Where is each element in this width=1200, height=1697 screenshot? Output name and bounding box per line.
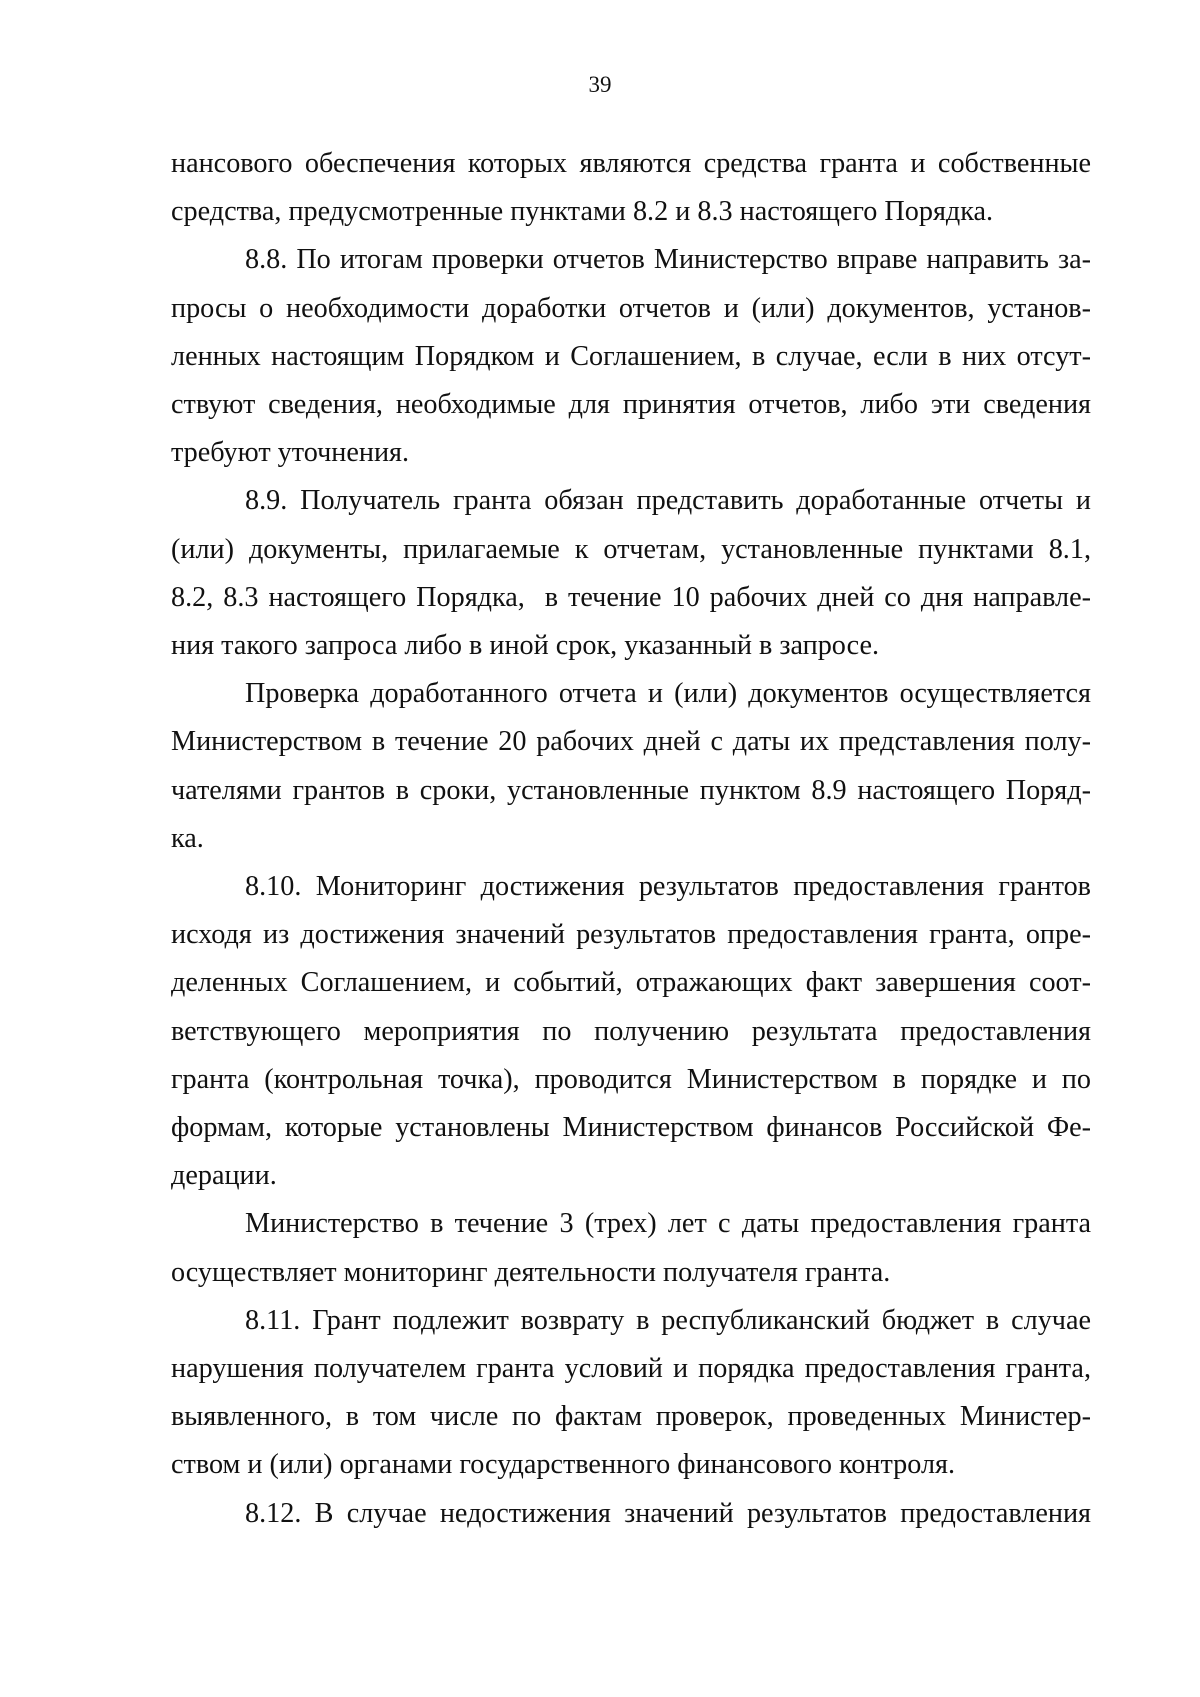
text-line: ством и (или) органами государственного финансового контроля. bbox=[171, 1449, 956, 1481]
text-line: средства, предусмотренные пунктами 8.2 и 8.3 настоящего Порядка. bbox=[171, 196, 994, 228]
text-line: (или) документы, прилагаемые к отчетам, установленные пунктами 8.1, bbox=[171, 533, 1091, 565]
text-line: ка. bbox=[171, 822, 204, 854]
text-line: чателями грантов в сроки, установленные пунктом 8.9 настоящего Поряд- bbox=[171, 774, 1091, 806]
text-line: ленных настоящим Порядком и Соглашением, в случае, если в них отсут- bbox=[171, 340, 1091, 372]
paragraph-8-9 bbox=[171, 477, 1091, 670]
text-line: выявленного, в том числе по фактам проверок, проведенных Министер- bbox=[171, 1401, 1091, 1433]
text-line: исходя из достижения значений результатов предоставления гранта, опре- bbox=[171, 919, 1091, 951]
paragraph-continuation bbox=[171, 140, 1091, 236]
text-line: ствуют сведения, необходимые для принятия отчетов, либо эти сведения bbox=[171, 389, 1091, 421]
text-line: ветствующего мероприятия по получению результата предоставления bbox=[171, 1015, 1091, 1047]
document-body bbox=[171, 140, 1091, 1538]
text-line: 8.2, 8.3 настоящего Порядка, в течение 10 рабочих дней со дня направле- bbox=[171, 581, 1091, 613]
paragraph-monitor bbox=[171, 1200, 1091, 1296]
text-line: Министерством в течение 20 рабочих дней с даты их представления полу- bbox=[171, 726, 1091, 758]
text-line: Проверка доработанного отчета и (или) документов осуществляется bbox=[245, 678, 1091, 710]
text-line: требуют уточнения. bbox=[171, 437, 410, 469]
text-line: гранта (контрольная точка), проводится Министерством в порядке и по bbox=[171, 1063, 1091, 1095]
paragraph-8-12 bbox=[171, 1490, 1091, 1538]
text-line: просы о необходимости доработки отчетов и (или) документов, установ- bbox=[171, 292, 1091, 324]
text-line: 8.12. В случае недостижения значений результатов предоставления bbox=[245, 1497, 1091, 1529]
text-line: дерации. bbox=[171, 1160, 277, 1192]
text-line: осуществляет мониторинг деятельности получателя гранта. bbox=[171, 1256, 891, 1288]
page-number: 39 bbox=[588, 72, 612, 97]
text-line: 8.10. Мониторинг достижения результатов предоставления грантов bbox=[245, 871, 1091, 903]
paragraph-check bbox=[171, 670, 1091, 863]
text-line: 8.9. Получатель гранта обязан представить доработанные отчеты и bbox=[245, 485, 1091, 517]
text-line: нансового обеспечения которых являются средства гранта и собственные bbox=[171, 148, 1091, 179]
text-line: формам, которые установлены Министерством финансов Российской Фе- bbox=[171, 1112, 1091, 1144]
text-line: нарушения получателем гранта условий и порядка предоставления гранта, bbox=[171, 1353, 1091, 1385]
text-line: 8.11. Грант подлежит возврату в республиканский бюджет в случае bbox=[245, 1304, 1091, 1336]
paragraph-8-11 bbox=[171, 1297, 1091, 1490]
text-line: деленных Соглашением, и событий, отражающих факт завершения соот- bbox=[171, 967, 1091, 999]
text-line: Министерство в течение 3 (трех) лет с даты предоставления гранта bbox=[245, 1208, 1091, 1240]
paragraph-8-10 bbox=[171, 863, 1091, 1200]
paragraph-8-8 bbox=[171, 236, 1091, 477]
text-line: 8.8. По итогам проверки отчетов Министерство вправе направить за- bbox=[245, 244, 1091, 276]
text-line: ния такого запроса либо в иной срок, указанный в запросе. bbox=[171, 630, 880, 662]
